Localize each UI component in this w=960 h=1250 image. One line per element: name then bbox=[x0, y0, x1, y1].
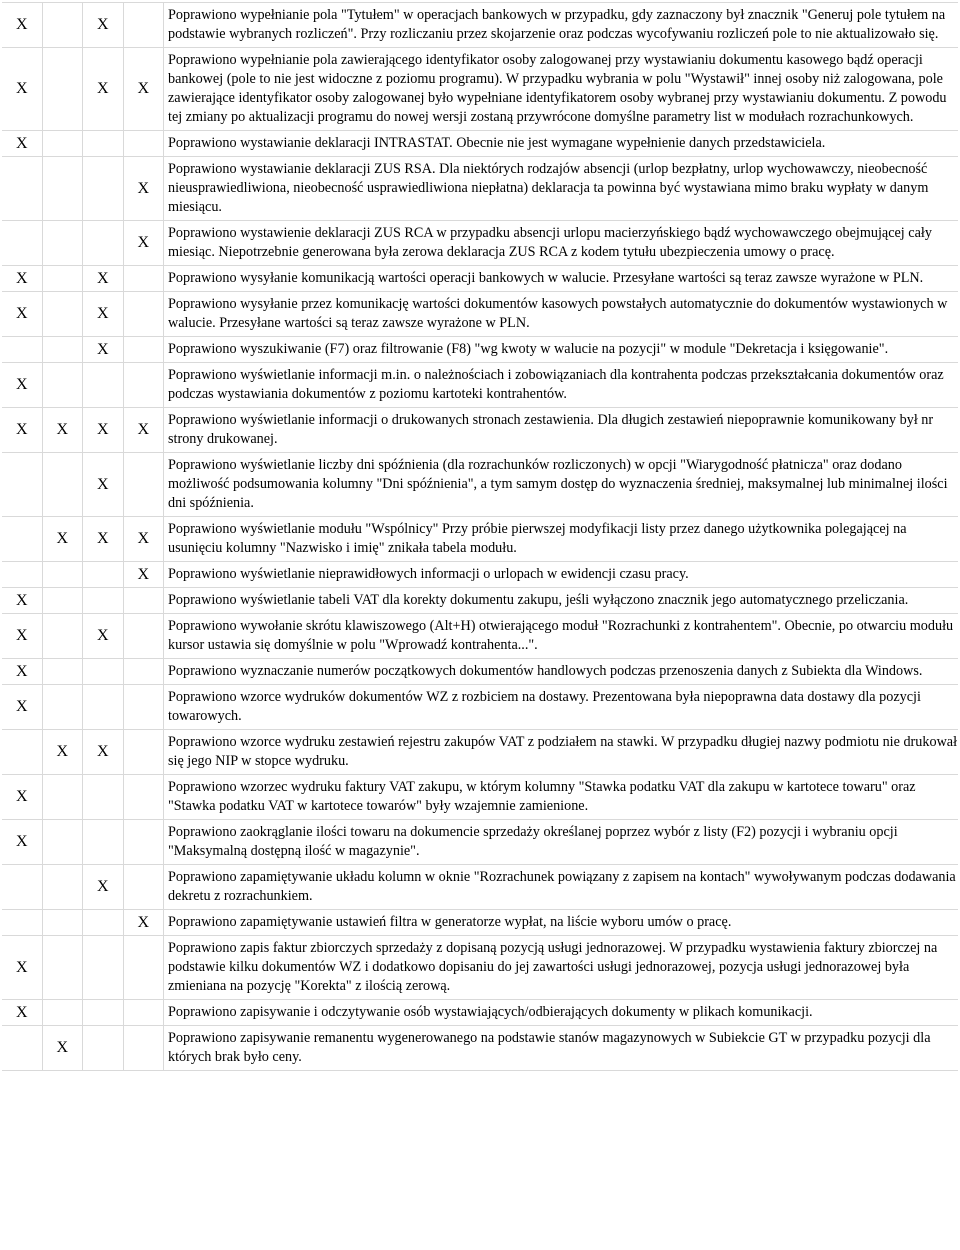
version-mark-cell-4 bbox=[124, 614, 165, 658]
change-description: Poprawiono wyświetlanie informacji o drukowanych stronach zestawienia. Dla długich zestawień niepoprawnie komunikowany był nr strony drukowanej. bbox=[168, 412, 934, 447]
version-mark-cell-4: X bbox=[124, 910, 165, 935]
version-mark-cell-3 bbox=[83, 131, 124, 156]
version-mark-cell-4 bbox=[124, 588, 165, 613]
version-mark-cell-4 bbox=[124, 292, 165, 336]
version-mark-cell-3: X bbox=[83, 337, 124, 362]
version-mark-cell-3 bbox=[83, 562, 124, 587]
version-mark-cell-1 bbox=[2, 910, 43, 935]
version-mark-cell-4 bbox=[124, 730, 165, 774]
version-mark-cell-2 bbox=[43, 48, 84, 130]
version-mark-cell-1 bbox=[2, 1026, 43, 1070]
version-mark-cell-1: X bbox=[2, 48, 43, 130]
version-mark-cell-2 bbox=[43, 820, 84, 864]
version-mark-cell-2 bbox=[43, 685, 84, 729]
changelog-row bbox=[2, 685, 958, 730]
version-mark-cell-2: X bbox=[43, 408, 84, 452]
version-mark-cell-4 bbox=[124, 266, 165, 291]
version-mark-cell-2 bbox=[43, 453, 84, 516]
version-mark-cell-2 bbox=[43, 562, 84, 587]
change-description: Poprawiono wypełnianie pola zawierającego identyfikator osoby zalogowanej przy wystawianiu dokumentu kasowego bądź operacji bankowej (pole to nie jest widoczne z poziomu programu). W przypadku wybrania w polu "Wystawił" innej osoby niż zalogowana, pole zawierające identyfikator osoby zalogowanej było wypełniane identyfikatorem osoby wybranej przy wystawianiu dokumentu. Z powodu tej zmiany po aktualizacji programu do nowej wersji zostaną przywrócone domyślne parametry list w modułach rozrachunkowych. bbox=[168, 52, 947, 125]
version-mark-cell-2 bbox=[43, 775, 84, 819]
version-mark-cell-4 bbox=[124, 659, 165, 684]
version-mark-cell-4 bbox=[124, 820, 165, 864]
change-description: Poprawiono wyświetlanie informacji m.in. o należnościach i zobowiązaniach dla kontrahenta podczas przekształcania dokumentów oraz podczas wystawiania dokumentów z poziomu kartoteki kontrahentów. bbox=[168, 367, 944, 402]
version-mark-cell-1: X bbox=[2, 775, 43, 819]
version-mark-cell-3: X bbox=[83, 614, 124, 658]
change-description: Poprawiono wystawianie deklaracji ZUS RSA. Dla niektórych rodzajów absencji (urlop bezpłatny, urlop wychowawczy, nieobecność nieusprawiedliwiona, nieobecność usprawiedliwiona niepłatna) deklaracja ta powinna być wystawiana mimo braku wypłaty w danym miesiącu. bbox=[168, 161, 929, 215]
version-mark-cell-1 bbox=[2, 337, 43, 362]
version-mark-cell-1: X bbox=[2, 3, 43, 47]
version-mark-cell-4 bbox=[124, 685, 165, 729]
version-mark-cell-3: X bbox=[83, 3, 124, 47]
version-mark-cell-1: X bbox=[2, 408, 43, 452]
change-description: Poprawiono wystawianie deklaracji INTRASTAT. Obecnie nie jest wymagane wypełnienie danych przedstawiciela. bbox=[168, 135, 826, 151]
version-mark-cell-2 bbox=[43, 910, 84, 935]
version-mark-cell-4 bbox=[124, 775, 165, 819]
change-description: Poprawiono zapamiętywanie układu kolumn w oknie "Rozrachunek powiązany z zapisem na kontach" wywoływanym podczas dodawania dekretu z rozrachunkiem. bbox=[168, 869, 956, 904]
version-mark-cell-4: X bbox=[124, 517, 165, 561]
version-mark-cell-2 bbox=[43, 588, 84, 613]
version-mark-cell-4 bbox=[124, 936, 165, 999]
version-mark-cell-2 bbox=[43, 363, 84, 407]
version-mark-cell-3 bbox=[83, 685, 124, 729]
change-description: Poprawiono zapamiętywanie ustawień filtra w generatorze wypłat, na liście wyboru umów o pracę. bbox=[168, 914, 732, 930]
version-mark-cell-2 bbox=[43, 614, 84, 658]
version-mark-cell-3: X bbox=[83, 517, 124, 561]
changelog-row bbox=[2, 48, 958, 131]
version-mark-cell-3 bbox=[83, 221, 124, 265]
change-description: Poprawiono wzorce wydruku zestawień rejestru zakupów VAT z podziałem na stawki. W przypadku długiej nazwy podmiotu nie drukował się jego NIP w stopce wydruku. bbox=[168, 734, 958, 769]
version-mark-cell-3 bbox=[83, 910, 124, 935]
change-description: Poprawiono zaokrąglanie ilości towaru na dokumencie sprzedaży określanej poprzez wybór z listy (F2) pozycji i wybraniu opcji "Maksymalną dostępną ilość w magazynie". bbox=[168, 824, 898, 859]
version-mark-cell-2 bbox=[43, 221, 84, 265]
changelog-row bbox=[2, 221, 958, 266]
change-description: Poprawiono wyświetlanie modułu "Wspólnicy" Przy próbie pierwszej modyfikacji listy przez danego użytkownika polegającej na usunięciu kolumny "Nazwisko i imię" znikała tabela modułu. bbox=[168, 521, 907, 556]
changelog-row bbox=[2, 2, 958, 48]
changelog-row bbox=[2, 1026, 958, 1071]
version-mark-cell-1: X bbox=[2, 659, 43, 684]
version-mark-cell-1: X bbox=[2, 588, 43, 613]
change-description: Poprawiono wyświetlanie liczby dni spóźnienia (dla rozrachunków rozliczonych) w opcji "Wiarygodność płatnicza" oraz dodano możliwość podsumowania kolumny "Dni spóźnienia", a tym samym dostęp do wyznaczenia średniej, maksymalnej lub minimalnej ilości dni spóźnienia. bbox=[168, 457, 948, 511]
version-mark-cell-3 bbox=[83, 659, 124, 684]
version-mark-cell-3 bbox=[83, 588, 124, 613]
version-mark-cell-1 bbox=[2, 562, 43, 587]
version-mark-cell-2 bbox=[43, 865, 84, 909]
version-mark-cell-2 bbox=[43, 936, 84, 999]
version-mark-cell-2 bbox=[43, 157, 84, 220]
version-mark-cell-1 bbox=[2, 157, 43, 220]
version-mark-cell-3 bbox=[83, 936, 124, 999]
changelog-row bbox=[2, 775, 958, 820]
changelog-table bbox=[2, 2, 958, 1248]
version-mark-cell-2 bbox=[43, 292, 84, 336]
version-mark-cell-1: X bbox=[2, 131, 43, 156]
changelog-row bbox=[2, 659, 958, 685]
version-mark-cell-4: X bbox=[124, 221, 165, 265]
version-mark-cell-3 bbox=[83, 775, 124, 819]
version-mark-cell-3: X bbox=[83, 408, 124, 452]
change-description: Poprawiono wypełnianie pola "Tytułem" w operacjach bankowych w przypadku, gdy zaznaczony był znacznik "Generuj pole tytułem na podstawie wybranych rozliczeń". Przy rozliczaniu przez skojarzenie oraz podczas wycofywaniu rozliczeń pole to nie aktualizowało się. bbox=[168, 7, 946, 42]
changelog-row bbox=[2, 730, 958, 775]
changelog-row bbox=[2, 453, 958, 517]
changelog-row bbox=[2, 936, 958, 1000]
changelog-row bbox=[2, 820, 958, 865]
version-mark-cell-1: X bbox=[2, 685, 43, 729]
change-description: Poprawiono wystawienie deklaracji ZUS RCA w przypadku absencji urlopu macierzyńskiego bądź wychowawczego obejmującej cały miesiąc. Niepotrzebnie generowana była zerowa deklaracja ZUS RCA z kodem tytułu ubezpieczenia umowy o pracę. bbox=[168, 225, 932, 260]
version-mark-cell-3 bbox=[83, 363, 124, 407]
change-description: Poprawiono wzorzec wydruku faktury VAT zakupu, w którym kolumny "Stawka podatku VAT dla zakupu w kartotece towaru" oraz "Stawka podatku VAT w kartotece towarów" były wzajemnie zamienione. bbox=[168, 779, 916, 814]
version-mark-cell-1: X bbox=[2, 363, 43, 407]
change-description: Poprawiono wzorce wydruków dokumentów WZ z rozbiciem na dostawy. Prezentowana była niepoprawna data dostawy dla pozycji towarowych. bbox=[168, 689, 921, 724]
version-mark-cell-4: X bbox=[124, 562, 165, 587]
version-mark-cell-2: X bbox=[43, 730, 84, 774]
version-mark-cell-4 bbox=[124, 1000, 165, 1025]
version-mark-cell-4: X bbox=[124, 157, 165, 220]
changelog-row bbox=[2, 865, 958, 910]
change-description: Poprawiono zapis faktur zbiorczych sprzedaży z dopisaną pozycją usługi jednorazowej. W przypadku wystawienia faktury zbiorczej na podstawie kilku dokumentów WZ i dodatkowo dopisaniu do jej zawartości usługi jednorazowej, pozycja usługi jednorazowej była zmieniana na pozycję "Korekta" z ilością zerową. bbox=[168, 940, 938, 994]
version-mark-cell-4: X bbox=[124, 408, 165, 452]
change-description: Poprawiono wysyłanie komunikacją wartości operacji bankowych w walucie. Przesyłane wartości są teraz zawsze wyrażone w PLN. bbox=[168, 270, 924, 286]
version-mark-cell-1 bbox=[2, 730, 43, 774]
version-mark-cell-2 bbox=[43, 266, 84, 291]
version-mark-cell-3: X bbox=[83, 292, 124, 336]
changelog-row bbox=[2, 408, 958, 453]
version-mark-cell-4 bbox=[124, 1026, 165, 1070]
changelog-row bbox=[2, 517, 958, 562]
version-mark-cell-3: X bbox=[83, 266, 124, 291]
change-description: Poprawiono zapisywanie remanentu wygenerowanego na podstawie stanów magazynowych w Subiekcie GT w przypadku pozycji dla których brak było ceny. bbox=[168, 1030, 931, 1065]
version-mark-cell-2 bbox=[43, 659, 84, 684]
changelog-row bbox=[2, 363, 958, 408]
version-mark-cell-3 bbox=[83, 1000, 124, 1025]
version-mark-cell-4: X bbox=[124, 48, 165, 130]
version-mark-cell-2: X bbox=[43, 1026, 84, 1070]
version-mark-cell-3: X bbox=[83, 453, 124, 516]
version-mark-cell-3 bbox=[83, 1026, 124, 1070]
change-description: Poprawiono wyznaczanie numerów początkowych dokumentów handlowych podczas przenoszenia danych z Subiekta dla Windows. bbox=[168, 663, 923, 679]
version-mark-cell-2 bbox=[43, 3, 84, 47]
changelog-row bbox=[2, 292, 958, 337]
change-description: Poprawiono wyświetlanie nieprawidłowych informacji o urlopach w ewidencji czasu pracy. bbox=[168, 566, 689, 582]
version-mark-cell-1: X bbox=[2, 820, 43, 864]
changelog-row bbox=[2, 157, 958, 221]
version-mark-cell-1: X bbox=[2, 614, 43, 658]
changelog-row bbox=[2, 1000, 958, 1026]
version-mark-cell-2: X bbox=[43, 517, 84, 561]
change-description: Poprawiono wyświetlanie tabeli VAT dla korekty dokumentu zakupu, jeśli wyłączono znacznik jego automatycznego przeliczania. bbox=[168, 592, 909, 608]
change-description: Poprawiono wywołanie skrótu klawiszowego (Alt+H) otwierającego moduł "Rozrachunki z kontrahentem". Obecnie, po otwarciu modułu kursor ustawia się domyślnie w polu "Wprowadź kontrahenta...". bbox=[168, 618, 954, 653]
changelog-row bbox=[2, 562, 958, 588]
version-mark-cell-4 bbox=[124, 131, 165, 156]
changelog-row bbox=[2, 910, 958, 936]
version-mark-cell-3 bbox=[83, 820, 124, 864]
changelog-row bbox=[2, 614, 958, 659]
changelog-row bbox=[2, 266, 958, 292]
change-description: Poprawiono wysyłanie przez komunikację wartości dokumentów kasowych powstałych automatycznie do dokumentów wystawionych w walucie. Przesyłane wartości są teraz zawsze wyrażone w PLN. bbox=[168, 296, 948, 331]
version-mark-cell-3: X bbox=[83, 730, 124, 774]
version-mark-cell-1: X bbox=[2, 266, 43, 291]
changelog-row bbox=[2, 588, 958, 614]
version-mark-cell-4 bbox=[124, 337, 165, 362]
changelog-row bbox=[2, 337, 958, 363]
version-mark-cell-1 bbox=[2, 517, 43, 561]
version-mark-cell-1 bbox=[2, 221, 43, 265]
version-mark-cell-1: X bbox=[2, 1000, 43, 1025]
change-description: Poprawiono zapisywanie i odczytywanie osób wystawiających/odbierających dokumenty w plikach komunikacji. bbox=[168, 1004, 813, 1020]
version-mark-cell-4 bbox=[124, 363, 165, 407]
version-mark-cell-2 bbox=[43, 131, 84, 156]
version-mark-cell-1 bbox=[2, 453, 43, 516]
version-mark-cell-3: X bbox=[83, 48, 124, 130]
version-mark-cell-3: X bbox=[83, 865, 124, 909]
version-mark-cell-2 bbox=[43, 337, 84, 362]
changelog-row bbox=[2, 131, 958, 157]
version-mark-cell-4 bbox=[124, 453, 165, 516]
version-mark-cell-4 bbox=[124, 3, 165, 47]
version-mark-cell-1 bbox=[2, 865, 43, 909]
version-mark-cell-2 bbox=[43, 1000, 84, 1025]
version-mark-cell-1: X bbox=[2, 292, 43, 336]
version-mark-cell-1: X bbox=[2, 936, 43, 999]
version-mark-cell-3 bbox=[83, 157, 124, 220]
version-mark-cell-4 bbox=[124, 865, 165, 909]
change-description: Poprawiono wyszukiwanie (F7) oraz filtrowanie (F8) "wg kwoty w walucie na pozycji" w module "Dekretacja i księgowanie". bbox=[168, 341, 889, 357]
